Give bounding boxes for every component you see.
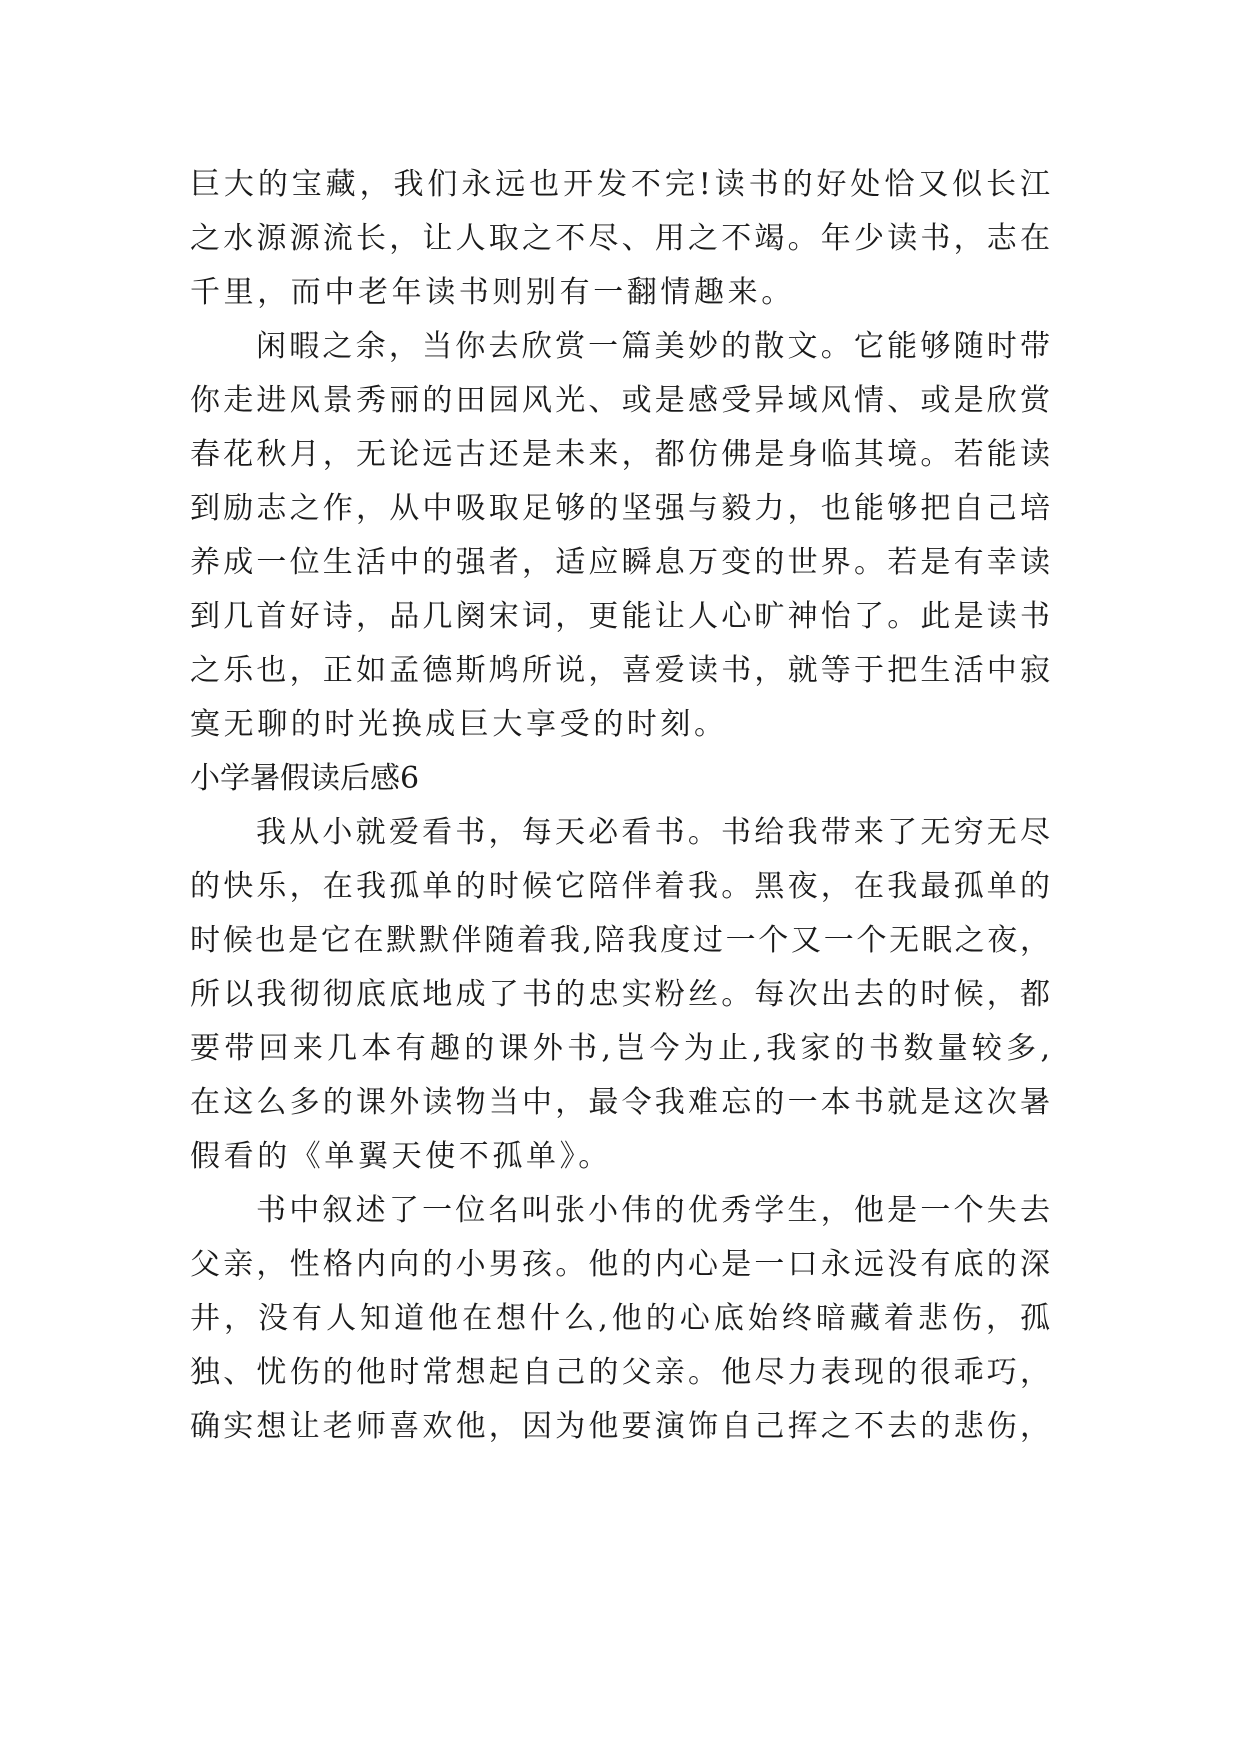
paragraph-line: 春花秋月，无论远古还是未来，都仿佛是身临其境。若能读: [190, 437, 1050, 472]
paragraph-line: 养成一位生活中的强者，适应瞬息万变的世界。若是有幸读: [190, 545, 1050, 580]
paragraph-line: 闲暇之余，当你去欣赏一篇美妙的散文。它能够随时带: [256, 329, 1050, 364]
paragraph-line: 我从小就爱看书，每天必看书。书给我带来了无穷无尽: [256, 815, 1050, 850]
paragraph-4: [190, 1184, 1050, 1454]
paragraph-line: 时候也是它在默默伴随着我,陪我度过一个又一个无眠之夜，: [190, 923, 1050, 958]
paragraph-line: 父亲，性格内向的小男孩。他的内心是一口永远没有底的深: [190, 1247, 1050, 1282]
paragraph-line: 到几首好诗，品几阕宋词，更能让人心旷神怡了。此是读书: [190, 599, 1050, 634]
section-heading: 小学暑假读后感6: [190, 761, 420, 796]
paragraph-line: 所以我彻彻底底地成了书的忠实粉丝。每次出去的时候，都: [190, 977, 1050, 1012]
paragraph-line: 寞无聊的时光换成巨大享受的时刻。: [190, 707, 728, 742]
paragraph-1: [190, 158, 1050, 320]
paragraph-line: 之水源源流长，让人取之不尽、用之不竭。年少读书，志在: [190, 221, 1050, 256]
paragraph-line: 书中叙述了一位名叫张小伟的优秀学生，他是一个失去: [256, 1193, 1050, 1228]
paragraph-line: 独、忧伤的他时常想起自己的父亲。他尽力表现的很乖巧，: [190, 1355, 1050, 1390]
paragraph-line: 你走进风景秀丽的田园风光、或是感受异域风情、或是欣赏: [190, 383, 1050, 418]
paragraph-line: 的快乐，在我孤单的时候它陪伴着我。黑夜，在我最孤单的: [190, 869, 1050, 904]
paragraph-line: 井，没有人知道他在想什么,他的心底始终暗藏着悲伤，孤: [190, 1301, 1050, 1336]
paragraph-line: 确实想让老师喜欢他，因为他要演饰自己挥之不去的悲伤，: [190, 1409, 1050, 1444]
document-body: [190, 158, 1050, 1454]
paragraph-line: 要带回来几本有趣的课外书,岂今为止,我家的书数量较多,: [190, 1031, 1050, 1066]
paragraph-line: 千里，而中老年读书则别有一翻情趣来。: [190, 275, 795, 310]
paragraph-line: 假看的《单翼天使不孤单》。: [190, 1139, 612, 1174]
paragraph-line: 巨大的宝藏，我们永远也开发不完!读书的好处恰又似长江: [190, 167, 1050, 202]
paragraph-2: [190, 320, 1050, 752]
paragraph-line: 到励志之作，从中吸取足够的坚强与毅力，也能够把自己培: [190, 491, 1050, 526]
paragraph-3: [190, 806, 1050, 1184]
paragraph-line: 之乐也，正如孟德斯鸠所说，喜爱读书，就等于把生活中寂: [190, 653, 1050, 688]
paragraph-line: 在这么多的课外读物当中，最令我难忘的一本书就是这次暑: [190, 1085, 1050, 1120]
